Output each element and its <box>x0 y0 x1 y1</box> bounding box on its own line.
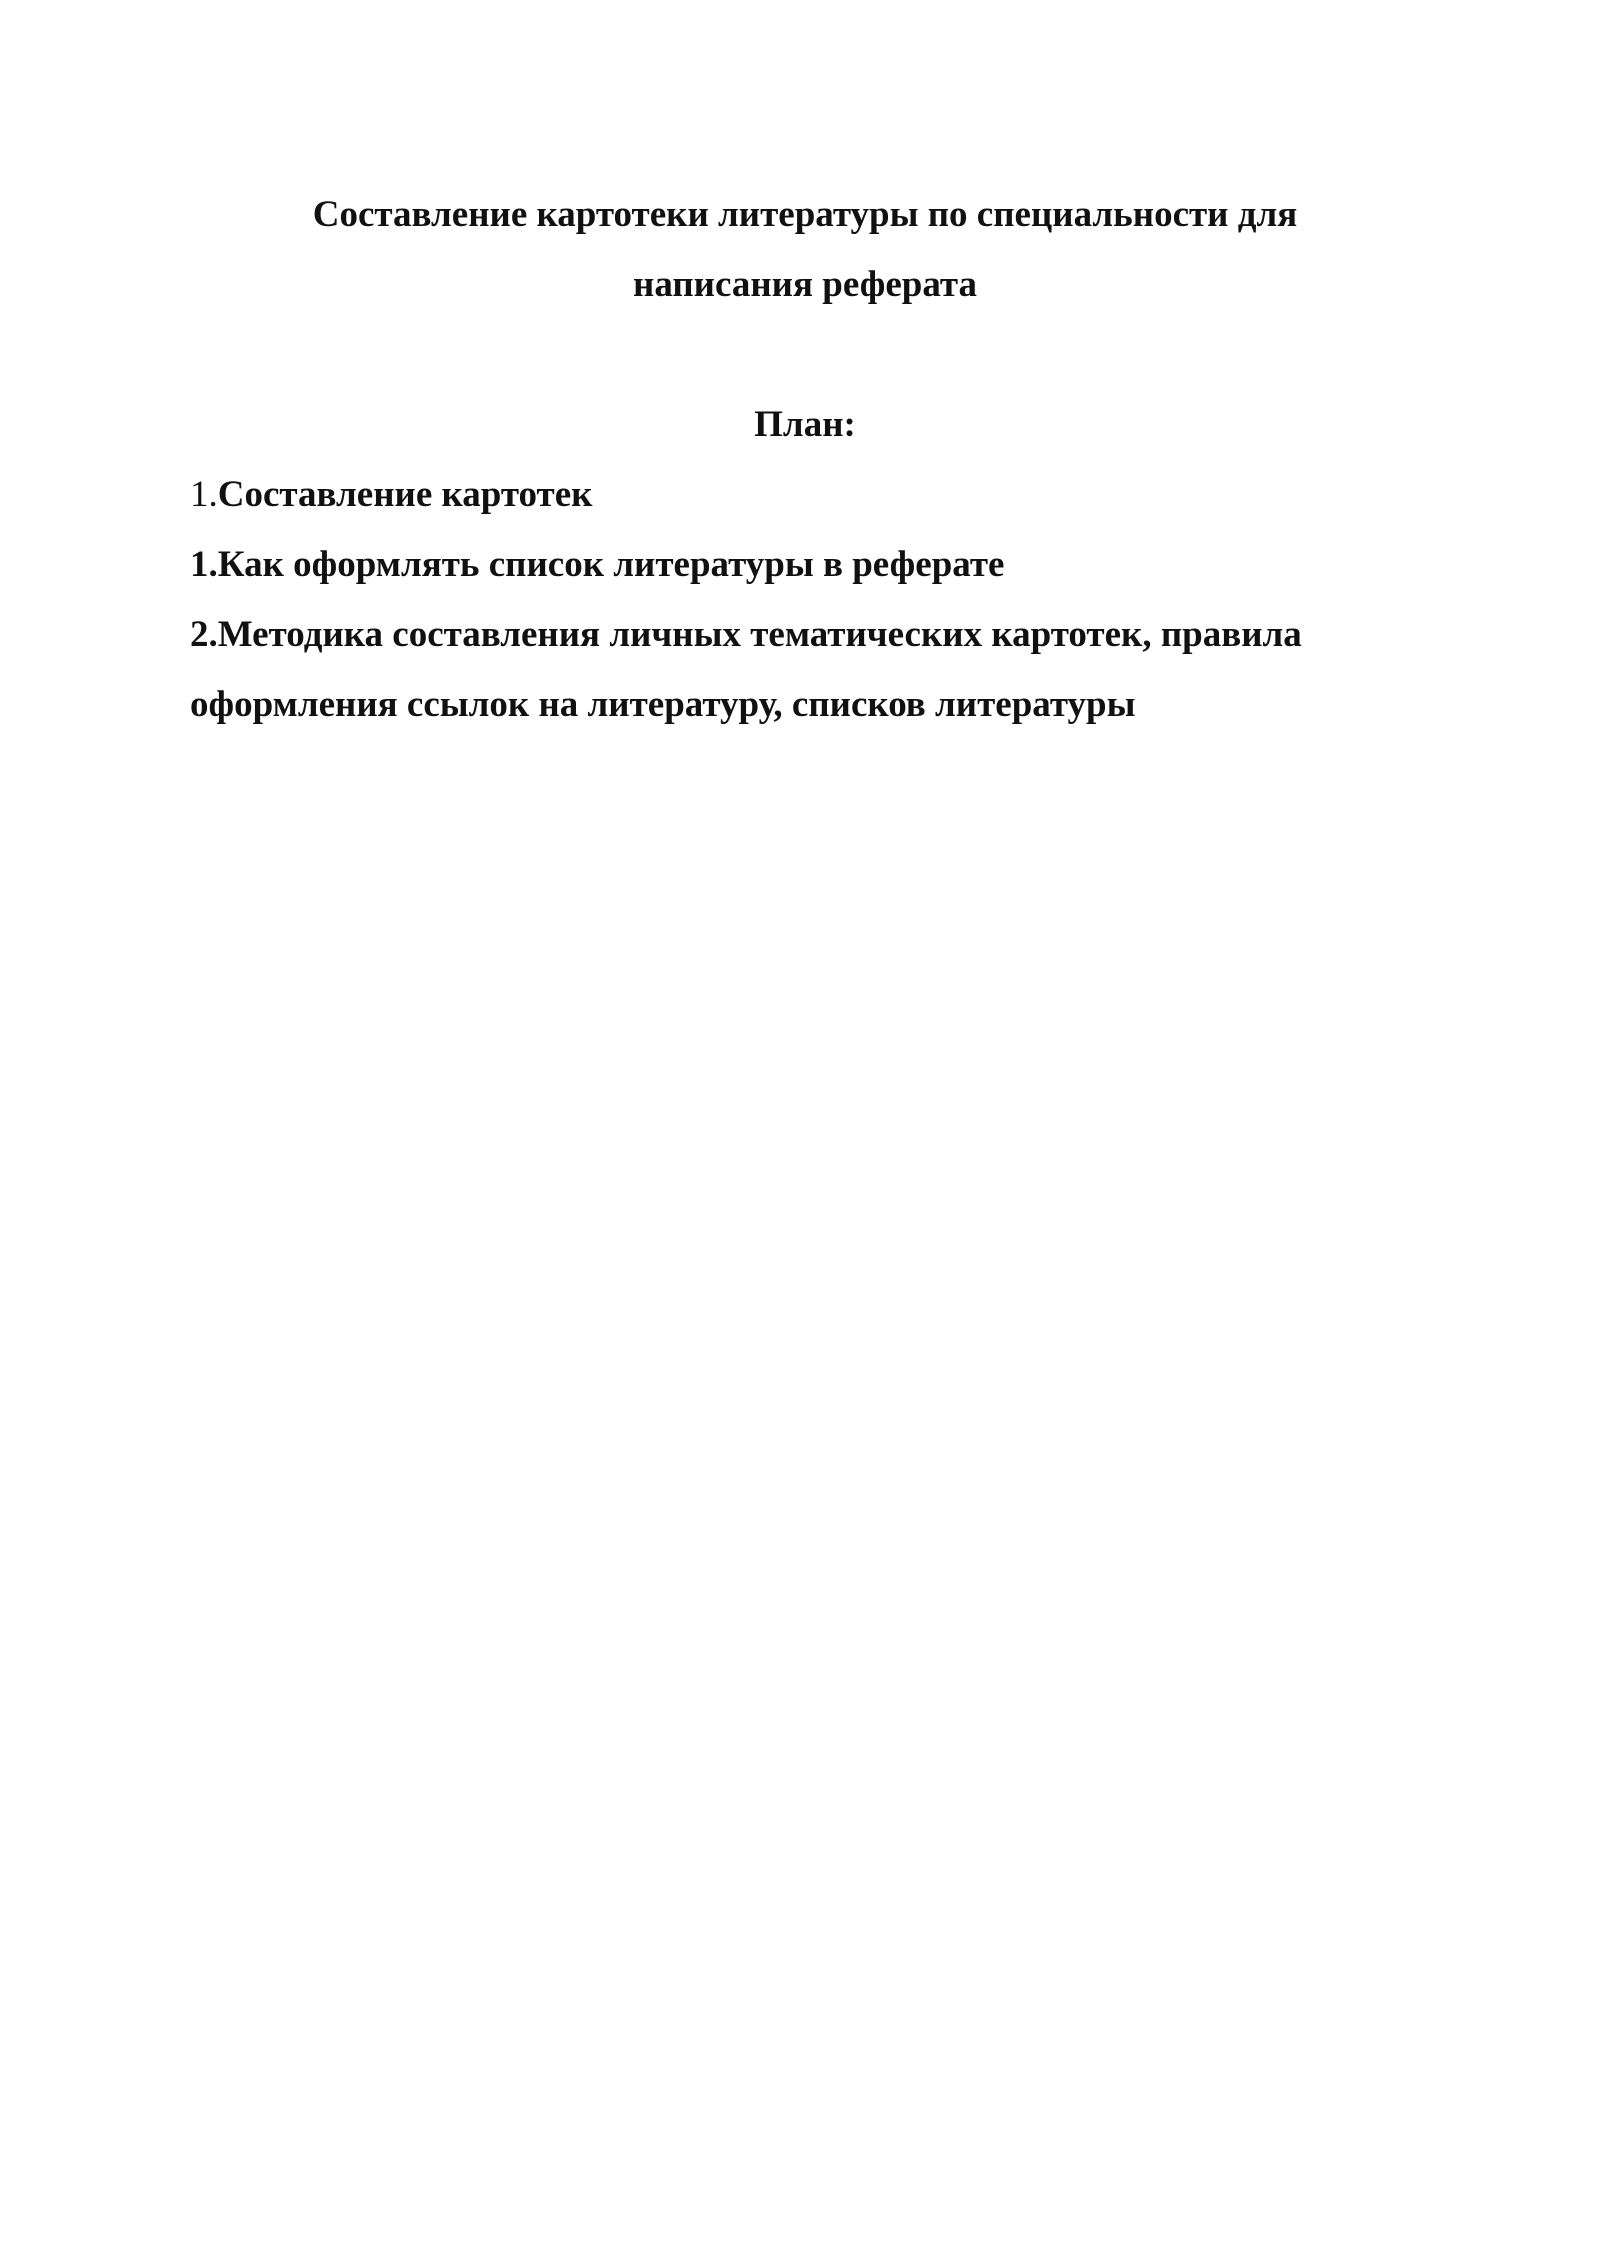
plan-item-number: 1. <box>190 544 218 585</box>
plan-item-3 <box>190 600 1420 740</box>
title-line-1: Составление картотеки литературы по специальности для <box>312 194 1298 235</box>
plan-item-text: Как оформлять список литературы в реферате <box>217 544 1005 585</box>
document-content <box>190 180 1420 740</box>
plan-item-1 <box>190 460 1420 530</box>
plan-item-number: 1. <box>190 474 218 515</box>
plan-item-2 <box>190 530 1420 600</box>
plan-heading: План: <box>754 404 856 445</box>
plan-item-text: Методика составления личных тематических картотек, правила оформления ссылок на литературу, списков литературы <box>190 614 1302 725</box>
plan-item-number: 2. <box>190 614 218 655</box>
plan-list <box>190 460 1420 740</box>
document-title <box>190 180 1420 320</box>
plan-item-text: Составление картотек <box>217 474 593 515</box>
title-line-2: написания реферата <box>633 264 977 305</box>
